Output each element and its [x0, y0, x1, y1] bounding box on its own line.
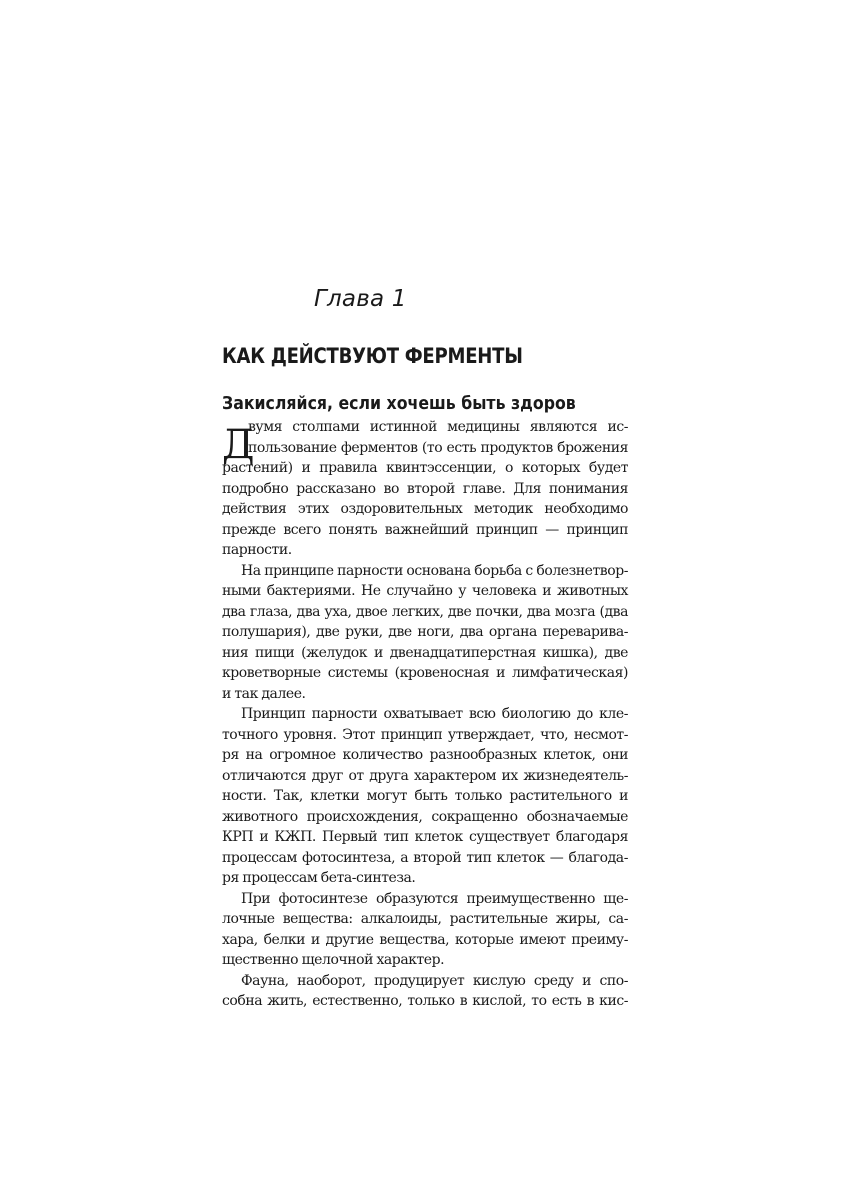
- text-line: КРП и КЖП. Первый тип клеток существует благодаря: [222, 829, 628, 845]
- text-line: кроветворные системы (кровеносная и лимфатическая): [222, 665, 628, 681]
- text-line: два глаза, два уха, двое легких, две почки, два мозга (два: [222, 603, 628, 620]
- text-line: растений) и правила квинтэссенции, о которых будет: [222, 460, 628, 476]
- text-line: животного происхождения, сокращенно обозначаемые: [222, 808, 628, 825]
- text-line: парности.: [222, 542, 292, 558]
- text-line: вумя столпами истинной медицины являются ис-: [248, 419, 628, 435]
- text-line: При фотосинтезе образуются преимущественно ще-: [241, 890, 628, 907]
- text-line: точного уровня. Этот принцип утверждает, что, несмот-: [222, 726, 628, 743]
- text-line: На принципе парности основана борьба с болезнетвор-: [241, 562, 628, 579]
- text-line: Принцип парности охватывает всю биологию до кле-: [241, 706, 628, 722]
- text-line: процессам фотосинтеза, а второй тип клеток — благода-: [222, 849, 628, 866]
- text-line: прежде всего понять важнейший принцип — принцип: [222, 521, 628, 538]
- chapter-title: КАК ДЕЙСТВУЮТ ФЕРМЕНТЫ: [222, 344, 523, 368]
- text-line: действия этих оздоровительных методик необходимо: [222, 501, 628, 517]
- body-text: [222, 417, 628, 1012]
- text-line: Фауна, наоборот, продуцирует кислую среду и спо-: [241, 972, 628, 989]
- text-line: ными бактериями. Не случайно у человека и животных: [222, 583, 628, 599]
- text-line: ря процессам бета-синтеза.: [222, 870, 416, 886]
- text-line: пользование ферментов (то есть продуктов брожения: [248, 439, 628, 456]
- chapter-label: Глава 1: [314, 286, 407, 312]
- text-line: подробно рассказано во второй главе. Для понимания: [222, 480, 628, 497]
- text-line: лочные вещества: алкалоиды, растительные жиры, са-: [222, 911, 628, 927]
- text-line: собна жить, естественно, только в кислой, то есть в кис-: [222, 993, 628, 1009]
- drop-cap: Д: [222, 422, 255, 468]
- text-line: хара, белки и другие вещества, которые имеют преиму-: [222, 931, 628, 948]
- text-line: полушария), две руки, две ноги, два органа переварива-: [222, 624, 628, 640]
- text-line: ности. Так, клетки могут быть только растительного и: [222, 788, 628, 804]
- text-line: ния пищи (желудок и двенадцатиперстная кишка), две: [222, 644, 628, 661]
- section-title: Закисляйся, если хочешь быть здоров: [222, 394, 576, 414]
- text-line: отличаются друг от друга характером их жизнедеятель-: [222, 767, 628, 784]
- text-line: ря на огромное количество разнообразных клеток, они: [222, 747, 628, 763]
- text-line: щественно щелочной характер.: [222, 952, 445, 968]
- text-line: и так далее.: [222, 685, 306, 702]
